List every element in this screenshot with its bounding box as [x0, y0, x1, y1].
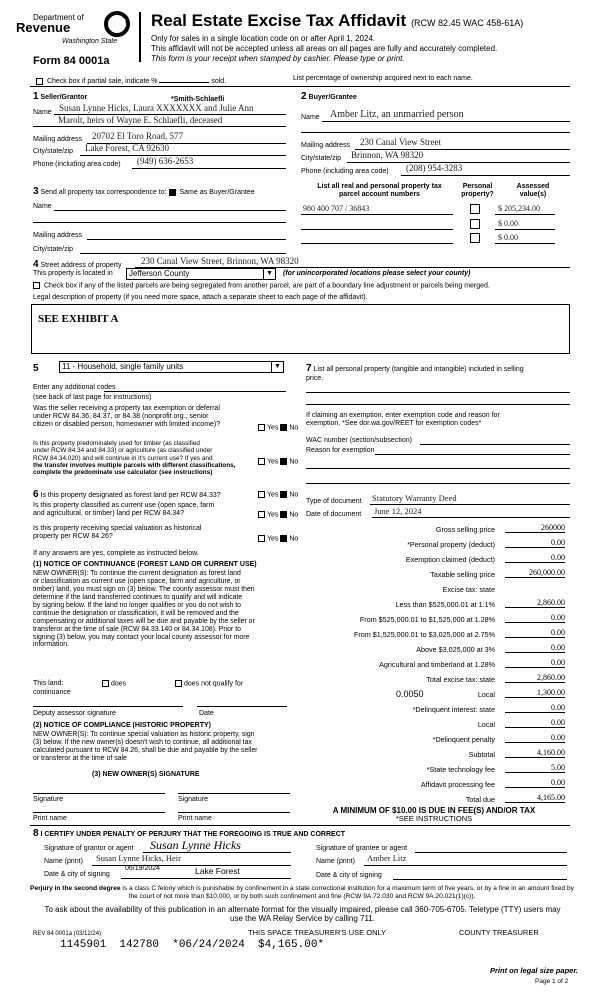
- rev-number: REV 84 0001a (03/12/24): [33, 931, 102, 937]
- reason-underline: [375, 454, 570, 455]
- this-land-label: This land:: [33, 680, 64, 687]
- assessed-value-1[interactable]: $ 205,234.00: [498, 204, 540, 213]
- calc-affidavit-fee-value[interactable]: 0.00: [505, 778, 565, 788]
- legal-description-box[interactable]: [31, 304, 570, 354]
- personal-property-checkbox-3[interactable]: [470, 233, 480, 243]
- land-doesnot-label: does not qualify for: [184, 680, 244, 688]
- personal-property-checkbox-1[interactable]: [470, 204, 480, 214]
- parcels-col1-header: List all real and personal property tax parcel account numbers: [317, 183, 442, 199]
- additional-codes-underline: [104, 391, 286, 392]
- notice1-line: timber) land, you must sign on (3) below. The county assessor must then: [33, 585, 255, 593]
- buyer-phone-underline: [401, 175, 570, 176]
- s6q2-answer: [258, 511, 298, 519]
- section6-q2: [33, 502, 214, 518]
- calc-ag-label: Agricultural and timberland at 1.28%: [379, 660, 495, 669]
- notice1-line: determine if the land transferred continues to qualify and will indicate: [33, 593, 243, 601]
- segregated-label: Check box if any of the listed parcels are being segregated from another parcel, are part of a boundary line adjustment or parcels being merged.: [43, 282, 490, 290]
- calc-local-label: Local: [477, 690, 495, 699]
- calc-delinq-int-state-label: *Delinquent interest: state: [412, 705, 495, 714]
- yes-label: Yes: [267, 424, 279, 432]
- calc-tier3-label: From $1,525,000.01 to $3,025,000 at 2.75%: [353, 630, 495, 639]
- calc-tier1-value[interactable]: 2,860.00: [505, 598, 565, 608]
- calc-total-due-label: Total due: [465, 795, 495, 804]
- doc-date-label: Date of document: [306, 511, 362, 518]
- calc-subtotal-label: Subtotal: [468, 750, 495, 759]
- chevron-down-icon[interactable]: ▼: [263, 269, 275, 279]
- q2-line3: RCW 84.34.020) and will continue in it's current use? If yes and: [33, 454, 213, 462]
- buyer-city-label: City/state/zip: [301, 155, 342, 162]
- s6q1-no-checkbox[interactable]: [280, 491, 287, 498]
- q1-line1: Was the seller receiving a property tax exemption or deferral: [33, 405, 220, 412]
- notice3-title: (3) NEW OWNER(S) SIGNATURE: [92, 771, 200, 778]
- doc-date-value[interactable]: June 12, 2024: [374, 506, 422, 516]
- assessed-value-3[interactable]: $ 0.00: [498, 233, 518, 242]
- q2-line5: complete the predominate use calculator (see instructions): [33, 469, 213, 477]
- calc-delinq-int-local-value[interactable]: 0.00: [505, 718, 565, 728]
- partial-sold-label: sold.: [211, 78, 227, 85]
- section8-divider: [30, 825, 570, 826]
- street-address-label: Street address of property: [40, 262, 122, 269]
- seller-name-label: Name: [33, 109, 52, 116]
- dor-logo: [8, 10, 133, 60]
- yes-label: Yes: [267, 458, 279, 466]
- assessed-underline-3: [495, 243, 555, 244]
- no-label: No: [289, 491, 299, 499]
- grantor-signature-label: Signature of grantor or agent: [44, 845, 134, 852]
- calc-tier4-value[interactable]: 0.00: [505, 643, 565, 653]
- section3-mailing-underline: [87, 239, 286, 240]
- q1-line2: under RCW 84.36, 84.37, or 84.38 (nonprofit org., senior: [33, 413, 209, 421]
- q1-answer: [258, 424, 298, 432]
- s6q2-no-checkbox[interactable]: [280, 511, 287, 518]
- form-number: Form 84 0001a: [33, 55, 110, 67]
- segregated-row: [33, 282, 490, 290]
- calc-penalty-value[interactable]: 0.00: [505, 733, 565, 743]
- use-code-value: 11 - Household, single family units: [62, 362, 184, 371]
- calc-total-state-value[interactable]: 2,860.00: [505, 673, 565, 683]
- reason-label: Reason for exemption: [306, 447, 375, 454]
- section-divider: [30, 86, 570, 87]
- street-address-row: [33, 259, 121, 271]
- grantee-name-value[interactable]: Amber Litz: [367, 853, 407, 863]
- grantee-signature-underline: [415, 852, 567, 853]
- seller-mailing-value[interactable]: 20702 El Toro Road, 577: [92, 131, 183, 141]
- form-title-row: [151, 11, 523, 31]
- buyer-phone-label: Phone (including area code): [301, 168, 389, 175]
- calc-tier2-value[interactable]: 0.00: [505, 613, 565, 623]
- notice1-line: by signing below. If the land no longer qualifies or you do not wish to: [33, 601, 242, 609]
- grantee-date-underline: [393, 879, 567, 880]
- notice1-line: transferor at the time of sale (RCW 84.33.140 or 84.34.108). Prior to: [33, 625, 241, 633]
- deputy-signature-label: Deputy assessor signature: [33, 710, 116, 717]
- parcel-number-1[interactable]: 980 400 707 / 36843: [303, 204, 370, 213]
- buyer-name-underline: [322, 121, 570, 122]
- wac-label: WAC number (section/subsection): [306, 437, 412, 444]
- q2-yes-checkbox[interactable]: [258, 458, 265, 465]
- notice2-line: calculated pursuant to RCW 84.26, shall be due and payable by the seller: [33, 746, 258, 754]
- seller-heading-label: Seller/Grantor: [40, 94, 88, 101]
- seller-name-line2[interactable]: Marolt, heirs of Wayne E. Schlaefli, deceased: [58, 115, 223, 125]
- owner-signature-label-1: Signature: [33, 796, 63, 803]
- section6-q1: [33, 489, 221, 501]
- land-doesnot-option: [175, 680, 243, 688]
- located-label: This property is located in: [33, 270, 113, 277]
- partial-sale-row: [36, 76, 226, 86]
- use-code-select[interactable]: [59, 361, 284, 373]
- parcel-underline-1: [301, 214, 453, 215]
- revenue-swirl-icon: [104, 11, 130, 37]
- calc-total-due-value[interactable]: 4,165.00: [505, 793, 565, 803]
- calc-gross-value[interactable]: 260000: [505, 523, 565, 533]
- correspondence-row: [33, 186, 255, 198]
- owner-sig-line-1: [33, 793, 165, 794]
- treasurer-only: THIS SPACE TREASURER'S USE ONLY: [248, 928, 387, 937]
- section3-city-underline: [80, 253, 286, 254]
- reason-underline-2: [306, 468, 570, 469]
- county-treasurer: COUNTY TREASURER: [459, 928, 539, 937]
- exempt-line1: If claiming an exemption, enter exemption code and reason for: [306, 412, 500, 419]
- perjury-notice: [26, 885, 578, 901]
- land-doesnot-checkbox[interactable]: [175, 680, 182, 687]
- calc-tech-fee-label: *State technology fee: [426, 765, 495, 774]
- grantor-city-value[interactable]: Lake Forest: [195, 866, 240, 876]
- q2-no-checkbox[interactable]: [280, 458, 287, 465]
- street-address-value[interactable]: 230 Canal View Street, Brinnon, WA 98320: [141, 256, 299, 266]
- calc-affidavit-fee-label: Affidavit processing fee: [420, 780, 495, 789]
- partial-sale-label: Check box if partial sale, indicate %: [46, 78, 158, 85]
- assessed-value-2[interactable]: $ 0.00: [498, 219, 518, 228]
- calc-delinq-int-state-value[interactable]: 0.00: [505, 703, 565, 713]
- notice2-line: (3) below. If the new owner(s) doesn't wish to continue, all additional tax: [33, 738, 252, 746]
- exemption-text: [306, 412, 570, 428]
- alt-format-notice: To ask about the availability of this publication in an alternate format for the visually impaired, please call 360-705-6705. Teletype (TTY) users may use the WA Relay Service by calling 711.: [44, 905, 561, 924]
- grantor-name-underline: [92, 865, 291, 866]
- same-as-buyer-label: Same as Buyer/Grantee: [179, 189, 255, 196]
- notice1-title: (1) NOTICE OF CONTINUANCE (FOREST LAND OR CURRENT USE): [33, 561, 257, 568]
- grantor-signature[interactable]: Susan Lynne Hicks: [150, 838, 241, 852]
- s6q2-line2: and agricultural, or timber) land per RCW 84.34?: [33, 510, 184, 518]
- seller-name-line1[interactable]: Susan Lynne Hicks, Laura XXXXXXX and Julie Ann: [59, 103, 254, 113]
- seller-city-value[interactable]: Lake Forest, CA 92630: [85, 143, 169, 153]
- calc-tier3-value[interactable]: 0.00: [505, 628, 565, 638]
- q1-no-checkbox[interactable]: [280, 424, 287, 431]
- certify-statement: I CERTIFY UNDER PENALTY OF PERJURY THAT THE FOREGOING IS TRUE AND CORRECT: [40, 831, 346, 838]
- calc-penalty-label: *Delinquent penalty: [432, 735, 495, 744]
- personal-property-line-2: [306, 404, 570, 405]
- assessed-underline-1: [495, 214, 555, 215]
- calc-tier4-label: Above $3,025,000 at 3%: [416, 645, 495, 654]
- calc-taxable-label: Taxable selling price: [430, 570, 495, 579]
- reason-underline-3: [306, 483, 570, 484]
- section7-label-line2: price.: [306, 374, 324, 382]
- s6q3-line2: property per RCW 84.26?: [33, 533, 113, 541]
- section3-name-label: Name: [33, 203, 52, 210]
- continuance-label: continuance: [33, 689, 71, 696]
- seller-name-underline2: [33, 126, 286, 127]
- grantor-name-value[interactable]: Susan Lynne Hicks, Heir: [96, 853, 181, 863]
- q2-line4: the transfer involves multiple parcels with different classifications,: [33, 462, 236, 470]
- perjury-bold: Perjury in the second degree: [30, 885, 121, 892]
- grantor-date-underline: [121, 878, 291, 879]
- buyer-name-label: Name: [301, 114, 320, 121]
- notice1-line: signing (3) below, you may contact your local county assessor for more: [33, 633, 250, 641]
- legal-paper-note: Print on legal size paper.: [490, 966, 578, 975]
- no-label: No: [289, 424, 299, 432]
- chevron-down-icon[interactable]: ▼: [271, 362, 283, 372]
- land-does-checkbox[interactable]: [102, 680, 109, 687]
- if-any-yes: If any answers are yes, complete as instructed below.: [33, 550, 199, 557]
- calc-tier1-label: Less than $525,000.01 at 1.1%: [395, 600, 495, 609]
- section4-number: 4: [33, 259, 39, 270]
- buyer-name-underline2: [301, 132, 570, 133]
- buyer-phone-value[interactable]: (208) 954-3283: [406, 163, 463, 173]
- doc-type-underline: [370, 504, 570, 505]
- buyer-mailing-label: Mailing address: [301, 142, 351, 149]
- no-label: No: [289, 535, 299, 543]
- grantee-name-label: Name (print): [316, 858, 355, 865]
- logo-state-text: Washington State: [62, 38, 118, 45]
- yes-label: Yes: [267, 491, 279, 499]
- section6-q3: [33, 525, 201, 541]
- section8-number: 8: [33, 828, 39, 839]
- logo-dept-text: Department of: [33, 13, 84, 22]
- legal-description-value: SEE EXHIBIT A: [38, 313, 119, 325]
- buyer-city-value[interactable]: Brinnon, WA 98320: [351, 150, 424, 160]
- owner-signature-label-2: Signature: [178, 796, 208, 803]
- notice2-line: or transferor at the time of sale: [33, 754, 127, 762]
- calc-exemption-label: Exemption claimed (deduct): [405, 555, 495, 564]
- owner-print-line-2: [178, 812, 290, 813]
- land-does-label: does: [111, 680, 127, 688]
- buyer-heading-number: 2: [301, 91, 307, 102]
- deputy-signature-line: [33, 706, 183, 707]
- calc-total-state-label: Total excise tax: state: [426, 675, 495, 684]
- section3-city-label: City/state/zip: [33, 246, 74, 253]
- s6q3-yes-checkbox[interactable]: [258, 535, 265, 542]
- notice1-line: compensating or additional taxes will be due and payable by the seller or: [33, 617, 255, 625]
- wac-underline: [420, 444, 570, 445]
- notice2-text: [33, 731, 295, 763]
- parcel-underline-3: [301, 243, 453, 244]
- legal-description-label: Legal description of property (if you need more space, attach a separate sheet to each page of the affidavit).: [33, 294, 368, 301]
- owner-print-line-1: [33, 812, 165, 813]
- parcels-col3-header: Assessed value(s): [516, 183, 550, 199]
- partial-sale-checkbox[interactable]: [36, 78, 43, 85]
- s6q1-yes-checkbox[interactable]: [258, 491, 265, 498]
- smith-note: *Smith-Schlaefli: [171, 96, 225, 103]
- buyer-heading: [301, 91, 357, 103]
- notice1-line: NEW OWNER(S): To continue the current designation as forest land: [33, 570, 241, 577]
- section5-number: 5: [33, 363, 39, 374]
- segregated-checkbox[interactable]: [33, 282, 40, 289]
- section3-number: 3: [33, 186, 39, 197]
- seller-heading-number: 1: [33, 91, 39, 102]
- ownership-note: List percentage of ownership acquired next to each name.: [293, 75, 473, 82]
- yes-label: Yes: [267, 535, 279, 543]
- calc-delinq-int-local-label: Local: [477, 720, 495, 729]
- s6q3-line1: Is this property receiving special valuation as historical: [33, 525, 202, 532]
- calc-personal-value[interactable]: 0.00: [505, 538, 565, 548]
- header-sub-1: Only for sales in a single location code on or after April 1, 2024.: [151, 34, 376, 43]
- partial-sale-percent-field[interactable]: [159, 76, 209, 83]
- no-label: No: [289, 458, 299, 466]
- deputy-date-line: [197, 706, 287, 707]
- q2-line1: Is this property predominately used for timber (as classified: [33, 440, 200, 447]
- logo-revenue-text: Revenue: [16, 20, 71, 35]
- s6q2-yes-checkbox[interactable]: [258, 511, 265, 518]
- grantee-name-underline: [364, 865, 567, 866]
- seller-phone-value[interactable]: (949) 636-2653: [137, 156, 194, 166]
- seller-mailing-label: Mailing address: [33, 136, 83, 143]
- calc-gross-label: Gross selling price: [435, 525, 495, 534]
- yes-label: Yes: [267, 511, 279, 519]
- county-select[interactable]: [126, 268, 276, 280]
- see-back-label: (see back of last page for instructions): [33, 394, 152, 401]
- section7-label-line1: List all personal property (tangible and intangible) included in selling: [313, 366, 524, 373]
- section5-q1: [33, 405, 258, 429]
- calc-exemption-value[interactable]: 0.00: [505, 553, 565, 563]
- seller-phone-underline: [132, 168, 286, 169]
- cashier-stamp: 1145901 142780 *06/24/2024 $4,165.00*: [60, 939, 325, 951]
- grantor-date-city-label: Date & city of signing: [44, 871, 110, 878]
- section7-label: [306, 363, 570, 383]
- calc-excise-state-label: Excise tax: state: [442, 585, 495, 594]
- header-sub-3: This form is your receipt when stamped by cashier. Please type or print.: [151, 54, 405, 63]
- exempt-line2: exemption. *See dor.wa.gov/REET for exemption codes*: [306, 420, 482, 428]
- calc-ag-value[interactable]: 0.00: [505, 658, 565, 668]
- notice2-line: NEW OWNER(S): To continue special valuation as historic property, sign: [33, 731, 255, 738]
- owner-sig-line-2: [178, 793, 290, 794]
- notice2-title: (2) NOTICE OF COMPLIANCE (HISTORIC PROPERTY): [33, 722, 211, 729]
- s6q3-no-checkbox[interactable]: [280, 535, 287, 542]
- perjury-rest: is a class C felony which is punishable by confinement in a state correctional institution for a maximum term of five years, or by a fine in an amount fixed by the court of not more than $10,000, or by both such confinement and fine (RCW 9A.72.030 and RCW 9A.20.021(1)(c)).: [122, 885, 574, 900]
- personal-property-checkbox-2[interactable]: [470, 219, 480, 229]
- q2-answer: [258, 458, 298, 466]
- buyer-mailing-value[interactable]: 230 Canal View Street: [360, 137, 442, 147]
- buyer-heading-label: Buyer/Grantee: [308, 94, 357, 101]
- see-instructions: *SEE INSTRUCTIONS: [395, 814, 473, 823]
- doc-type-label: Type of document: [306, 498, 362, 505]
- section6-q1-label: Is this property designated as forest land per RCW 84.33?: [40, 492, 221, 499]
- grantee-signature-label: Signature of grantee or agent: [316, 845, 408, 852]
- s6q3-answer: [258, 535, 298, 543]
- grantor-name-label: Name (print): [44, 858, 83, 865]
- section3-name-underline: [54, 210, 286, 211]
- doc-type-value[interactable]: Statutory Warranty Deed: [372, 493, 457, 503]
- grantee-date-city-label: Date & city of signing: [316, 872, 382, 879]
- section5-q2: [33, 440, 263, 477]
- parcels-col2-header: Personal property?: [461, 183, 494, 199]
- notice1-line: information.: [33, 641, 70, 649]
- q2-line2: under RCW 84.34 and 84.33) or agriculture (as classified under: [33, 447, 213, 455]
- county-select-value: Jefferson County: [129, 269, 190, 278]
- calc-taxable-value[interactable]: 260,000.00: [505, 568, 565, 578]
- county-note: (for unincorporated locations please select your county): [283, 270, 471, 277]
- q1-yes-checkbox[interactable]: [258, 424, 265, 431]
- doc-date-underline: [372, 517, 570, 518]
- additional-codes-label: Enter any additional codes: [33, 384, 116, 391]
- deputy-date-label: Date: [199, 710, 214, 717]
- minimum-notice: A MINIMUM OF $10.00 IS DUE IN FEE(S) AND/OR TAX: [332, 806, 536, 815]
- notice1-text: [33, 570, 295, 649]
- header-sub-2: This affidavit will not be accepted unless all areas on all pages are fully and accurately completed.: [151, 44, 498, 53]
- q1-line3: citizen or disabled person, homeowner with limited income)?: [33, 421, 221, 429]
- owner-print-label-2: Print name: [178, 815, 212, 822]
- s6q1-answer: [258, 491, 298, 499]
- no-label: No: [289, 511, 299, 519]
- seller-city-label: City/state/zip: [33, 148, 74, 155]
- parcel-underline-2: [301, 229, 453, 230]
- calc-personal-label: *Personal property (deduct): [407, 540, 495, 549]
- section7-number: 7: [306, 363, 312, 374]
- header-divider: [139, 12, 141, 62]
- owner-print-label-1: Print name: [33, 815, 67, 822]
- same-as-buyer-checkbox[interactable]: [169, 189, 176, 196]
- calc-tech-fee-value[interactable]: 5.00: [505, 763, 565, 773]
- seller-phone-label: Phone (including area code): [33, 161, 121, 168]
- notice1-line: continue the designation or classification, it will be removed and the: [33, 609, 239, 617]
- land-does-option: [102, 680, 126, 688]
- section3-label: Send all property tax correspondence to:: [40, 189, 167, 196]
- page-number: Page 1 of 2: [535, 978, 569, 985]
- section3-name-underline2: [33, 222, 286, 223]
- notice1-line: or classification as current use (open space, farm and agriculture, or: [33, 577, 241, 585]
- personal-property-line-1: [306, 392, 570, 393]
- assessed-underline-2: [495, 229, 555, 230]
- calc-local-value[interactable]: 1,300.00: [505, 688, 565, 698]
- calc-subtotal-value[interactable]: 4,160.00: [505, 748, 565, 758]
- section6-number: 6: [33, 489, 39, 500]
- section3-mailing-label: Mailing address: [33, 232, 83, 239]
- buyer-name-value[interactable]: Amber Litz, an unmarried person: [330, 109, 464, 120]
- calc-tier2-label: From $525,000.01 to $1,525,000 at 1.28%: [359, 615, 495, 624]
- form-rcw: (RCW 82.45 WAC 458-61A): [411, 18, 524, 28]
- form-title: Real Estate Excise Tax Affidavit: [151, 11, 407, 30]
- s6q2-line1: Is this property classified as current use (open space, farm: [33, 502, 215, 509]
- seller-heading: [33, 91, 87, 103]
- local-rate[interactable]: 0.0050: [396, 689, 424, 699]
- grantor-date-value[interactable]: 06/19/2024: [125, 865, 161, 872]
